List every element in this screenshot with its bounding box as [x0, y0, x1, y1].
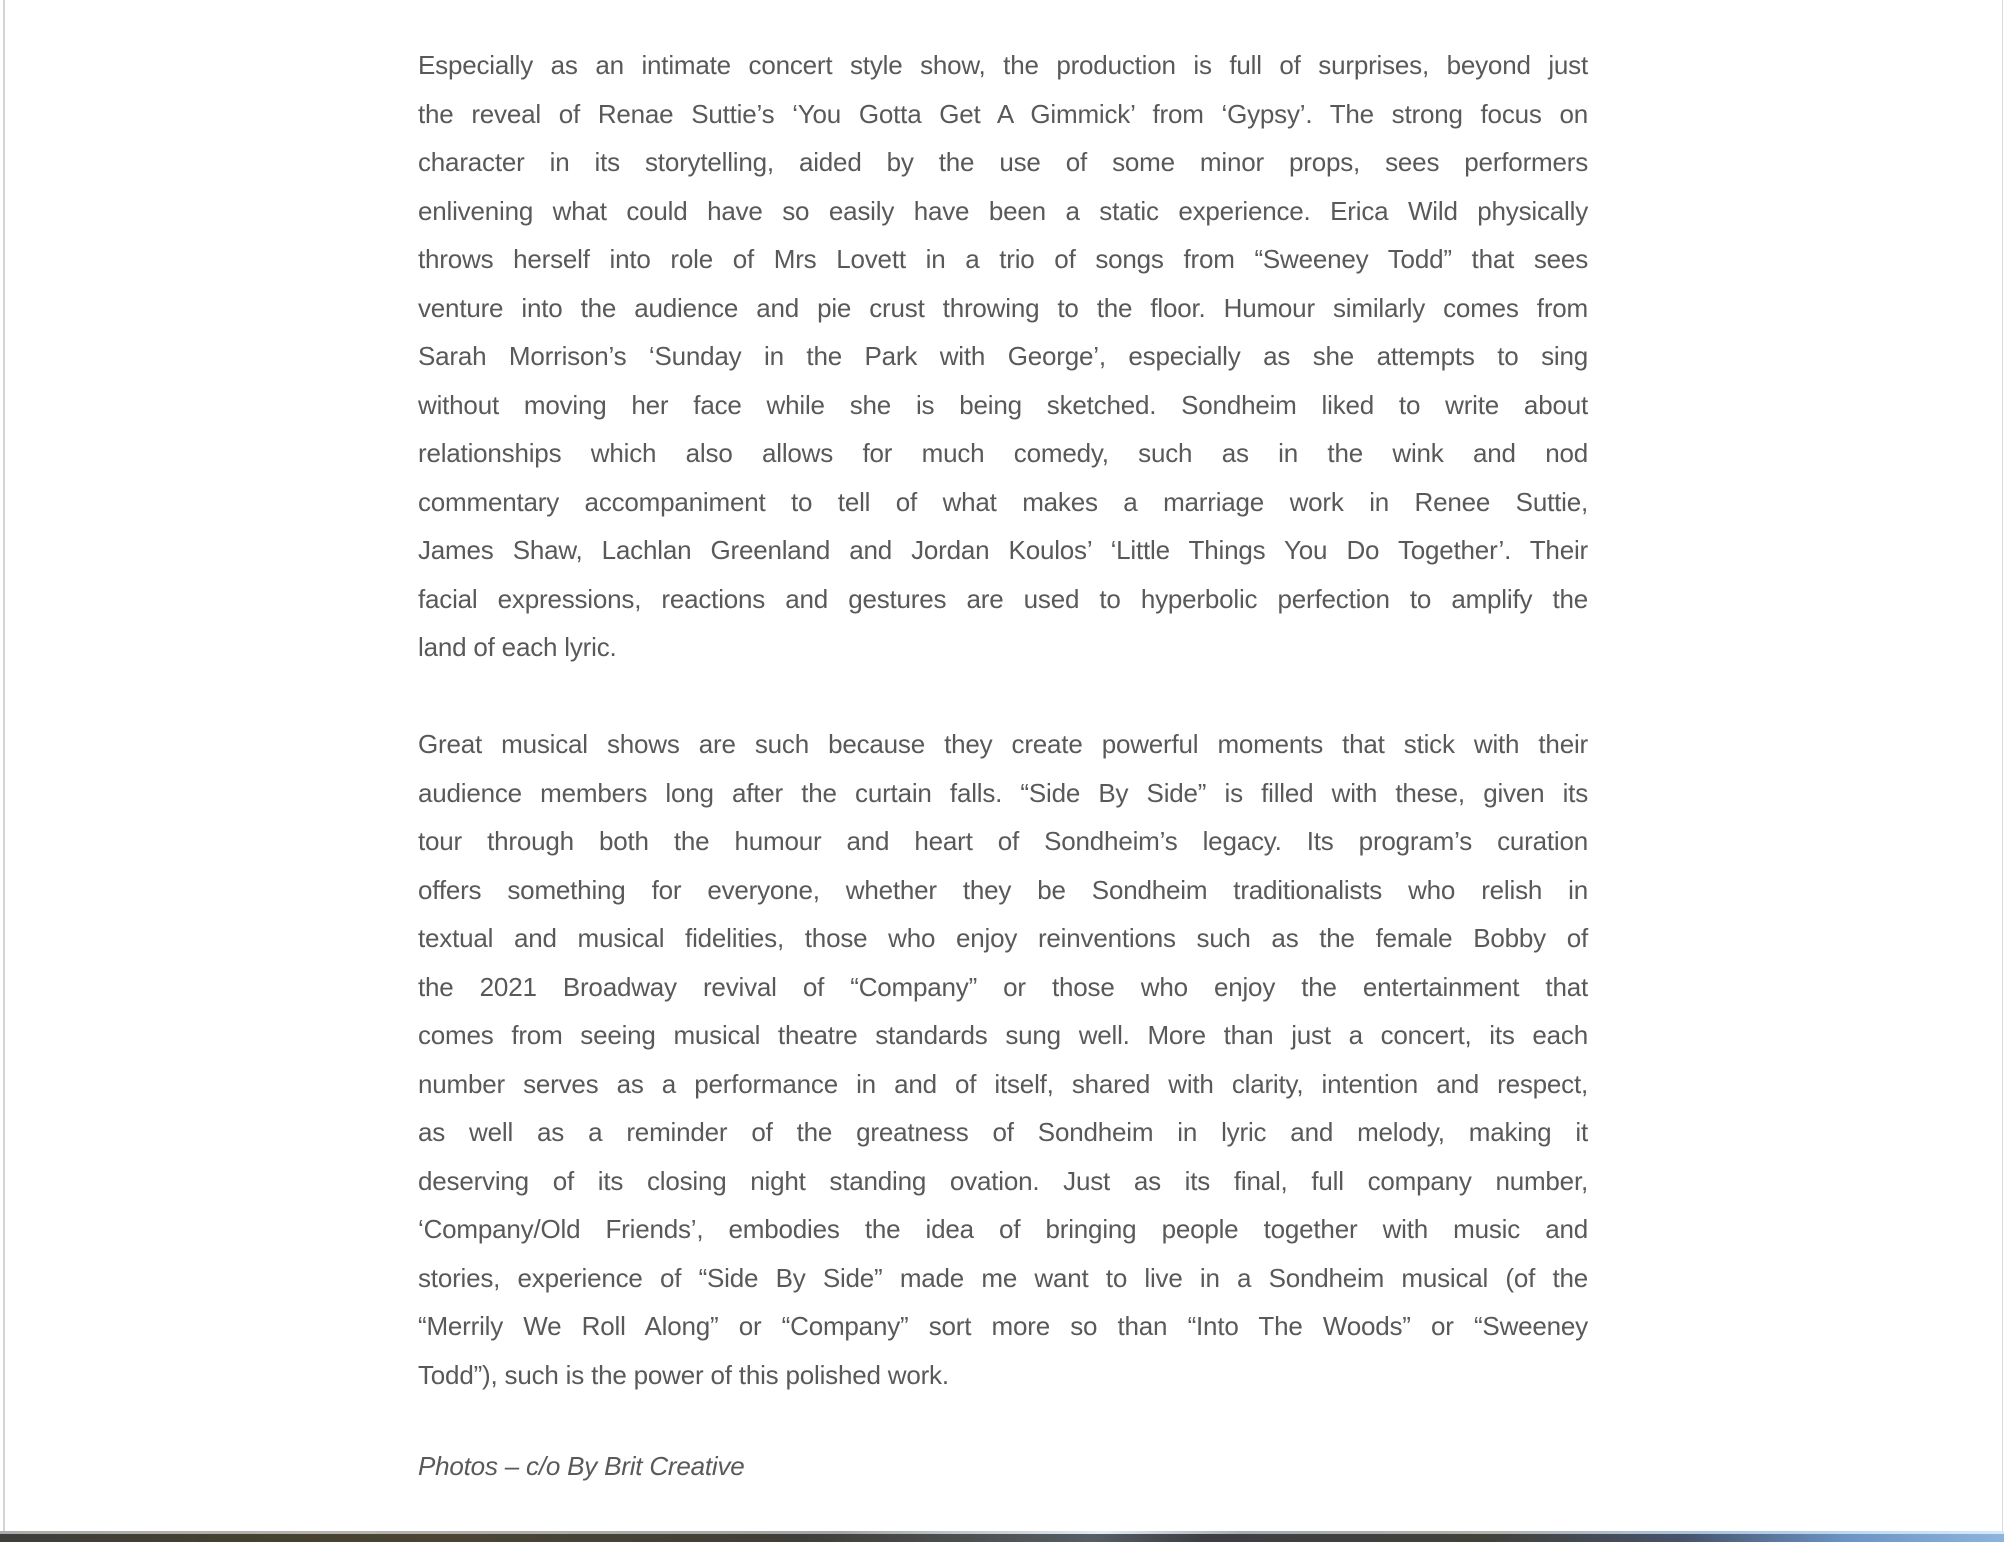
paragraph: [418, 720, 1588, 1399]
text-line: audience members long after the curtain falls. “Side By Side” is filled with these, given its: [418, 777, 1588, 808]
text-line: without moving her face while she is being sketched. Sondheim liked to write about: [418, 389, 1588, 420]
text-line: deserving of its closing night standing ovation. Just as its final, full company number,: [418, 1165, 1588, 1196]
page-left-border: [3, 0, 5, 1542]
text-line: Great musical shows are such because they create powerful moments that stick with their: [418, 729, 1588, 759]
text-line: the reveal of Renae Suttie’s ‘You Gotta Get A Gimmick’ from ‘Gypsy’. The strong focus on: [418, 98, 1588, 129]
text-line: Sarah Morrison’s ‘Sunday in the Park with George’, especially as she attempts to sing: [418, 341, 1588, 371]
text-line: “Merrily We Roll Along” or “Company” sort more so than “Into The Woods” or “Sweeney: [418, 1311, 1588, 1341]
text-line: enlivening what could have so easily have been a static experience. Erica Wild physically: [418, 195, 1588, 226]
photo-top-edge-body: [0, 1534, 2004, 1542]
text-line: Especially as an intimate concert style show, the production is full of surprises, beyond just: [418, 50, 1588, 80]
text-line: ‘Company/Old Friends’, embodies the idea of bringing people together with music and: [418, 1214, 1588, 1244]
text-line: Todd”), such is the power of this polished work.: [418, 1359, 949, 1390]
page-right-border: [2002, 0, 2003, 1542]
text-line: character in its storytelling, aided by the use of some minor props, sees performers: [418, 147, 1588, 177]
text-line: facial expressions, reactions and gestures are used to hyperbolic perfection to amplify the: [418, 583, 1588, 614]
text-line: comes from seeing musical theatre standards sung well. More than just a concert, its each: [418, 1020, 1588, 1050]
text-line: relationships which also allows for much comedy, such as in the wink and nod: [418, 438, 1588, 468]
text-line: as well as a reminder of the greatness of Sondheim in lyric and melody, making it: [418, 1117, 1588, 1147]
paragraph: [418, 41, 1588, 672]
text-line: the 2021 Broadway revival of “Company” or those who enjoy the entertainment that: [418, 971, 1588, 1002]
text-line: stories, experience of “Side By Side” made me want to live in a Sondheim musical (of the: [418, 1262, 1588, 1293]
text-line: throws herself into role of Mrs Lovett in a trio of songs from “Sweeney Todd” that sees: [418, 244, 1588, 274]
text-line: textual and musical fidelities, those who enjoy reinventions such as the female Bobby of: [418, 923, 1588, 953]
photo-top-edge: [0, 1531, 2004, 1542]
article-content: [418, 41, 1588, 1490]
text-line: land of each lyric.: [418, 632, 617, 662]
photo-credit: Photos – c/o By Brit Creative: [418, 1450, 745, 1481]
text-line: commentary accompaniment to tell of what makes a marriage work in Renee Suttie,: [418, 486, 1588, 517]
text-line: offers something for everyone, whether they be Sondheim traditionalists who relish in: [418, 874, 1588, 905]
article-body: [418, 41, 1588, 1399]
text-line: tour through both the humour and heart of Sondheim’s legacy. Its program’s curation: [418, 826, 1588, 856]
text-line: number serves as a performance in and of itself, shared with clarity, intention and respect,: [418, 1068, 1588, 1099]
text-line: venture into the audience and pie crust throwing to the floor. Humour similarly comes from: [418, 292, 1588, 323]
text-line: James Shaw, Lachlan Greenland and Jordan Koulos’ ‘Little Things You Do Together’. Their: [418, 535, 1588, 565]
